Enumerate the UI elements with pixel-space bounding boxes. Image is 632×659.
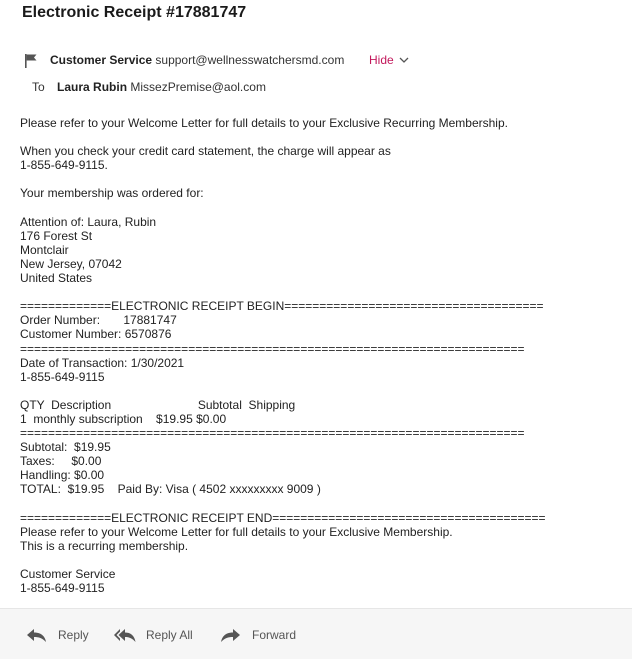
body-line: Handling: $0.00 <box>20 468 105 483</box>
body-line: Subtotal: $19.95 <box>20 440 111 455</box>
forward-icon <box>220 627 242 643</box>
body-line: TOTAL: $19.95 Paid By: Visa ( 4502 xxxxxxxxx 9009 ) <box>20 482 321 497</box>
body-line: Montclair <box>20 242 69 257</box>
reply-all-label: Reply All <box>146 628 193 642</box>
recipient-line <box>32 80 266 94</box>
recipient-email: MissezPremise@aol.com <box>130 80 266 94</box>
action-bar <box>0 608 632 659</box>
body-line <box>20 172 620 186</box>
email-body <box>20 116 620 595</box>
body-line: 1-855-649-9115 <box>20 581 105 596</box>
body-line: New Jersey, 07042 <box>20 256 122 271</box>
body-line: Order Number: 17881747 <box>20 313 177 328</box>
sender-email: support@wellnesswatchersmd.com <box>155 53 345 67</box>
flag-icon[interactable] <box>24 53 38 69</box>
body-line <box>20 130 620 144</box>
body-line: Customer Service <box>20 567 116 581</box>
hide-details-button[interactable] <box>369 53 409 67</box>
body-line: United States <box>20 271 93 286</box>
email-subject-title: Electronic Receipt #17881747 <box>22 4 247 21</box>
reply-all-icon <box>114 627 136 643</box>
body-line: 1-855-649-9115. <box>20 158 108 173</box>
body-line <box>20 384 620 398</box>
body-line: Please refer to your Welcome Letter for full details to your Exclusive Recurring Membership. <box>20 116 508 130</box>
body-line: Taxes: $0.00 <box>20 454 102 469</box>
hide-label: Hide <box>369 53 394 67</box>
recipient-name: Laura Rubin <box>57 80 128 94</box>
body-line: 1-855-649-9115 <box>20 369 105 384</box>
body-line: =============ELECTRONIC RECEIPT END======================================= <box>20 510 546 525</box>
body-line: =============ELECTRONIC RECEIPT BEGIN===================================== <box>20 299 544 314</box>
body-line: ======================================================================== <box>20 426 525 441</box>
sender-line <box>50 53 344 67</box>
reply-button[interactable] <box>26 627 89 643</box>
body-line: When you check your credit card statement, the charge will appear as <box>20 144 391 159</box>
body-line <box>20 201 620 215</box>
body-line: Your membership was ordered for: <box>20 186 204 201</box>
chevron-down-icon <box>399 57 409 64</box>
body-line: Please refer to your Welcome Letter for full details to your Exclusive Membership. <box>20 524 453 539</box>
forward-label: Forward <box>252 628 297 642</box>
reply-all-button[interactable] <box>114 627 193 643</box>
body-line: Attention of: Laura, Rubin <box>20 214 157 229</box>
to-label: To <box>32 80 45 94</box>
reply-label: Reply <box>58 628 89 642</box>
body-line: Customer Number: 6570876 <box>20 327 172 342</box>
body-line: This is a recurring membership. <box>20 538 189 553</box>
body-line <box>20 285 620 299</box>
body-line: 176 Forest St <box>20 228 93 243</box>
body-line: Date of Transaction: 1/30/2021 <box>20 355 185 370</box>
body-line: ======================================================================== <box>20 341 525 356</box>
body-line <box>20 553 620 567</box>
forward-button[interactable] <box>220 627 296 643</box>
body-line: QTY Description Subtotal Shipping <box>20 397 296 412</box>
sender-name: Customer Service <box>50 53 153 67</box>
body-line <box>20 497 620 511</box>
reply-icon <box>26 627 48 643</box>
body-line: 1 monthly subscription $19.95 $0.00 <box>20 411 227 426</box>
